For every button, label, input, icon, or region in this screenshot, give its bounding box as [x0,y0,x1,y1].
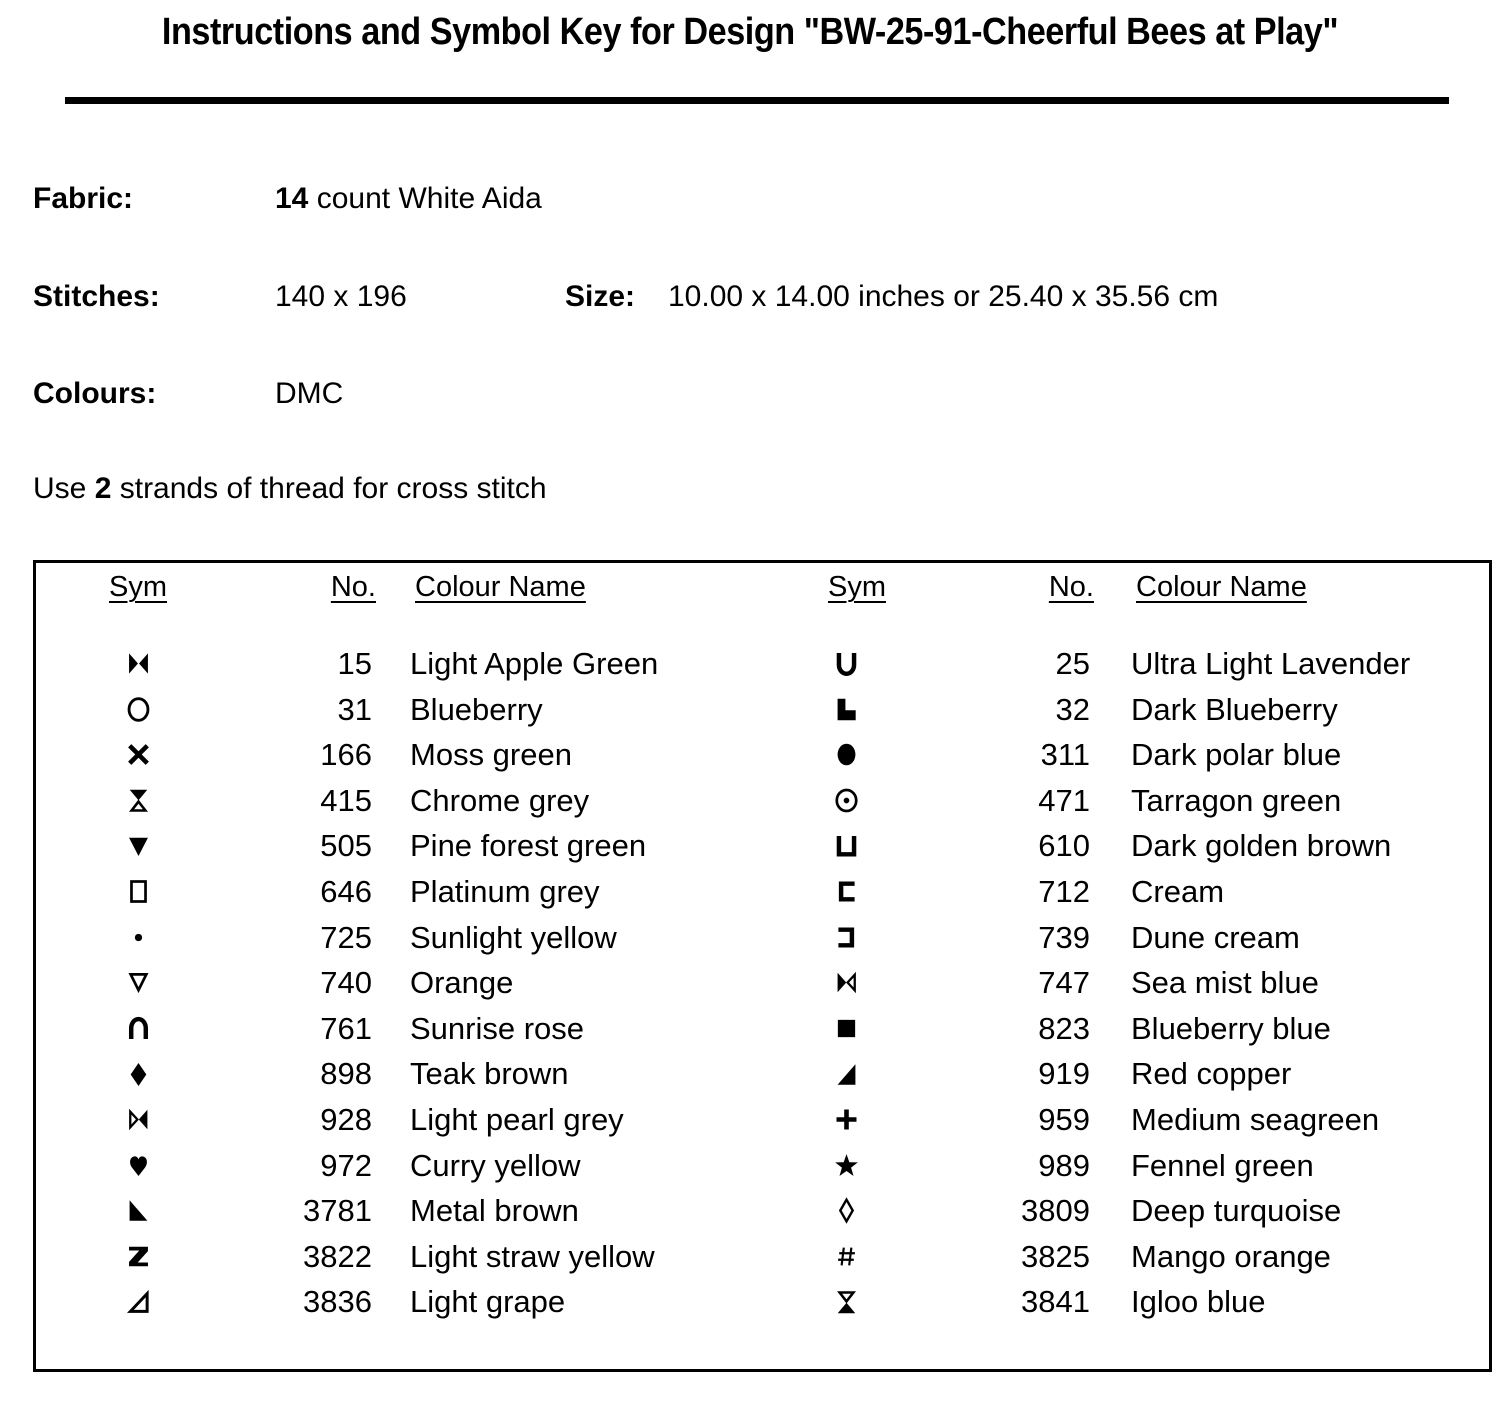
key-table-row [36,869,1489,915]
hourglass-bottom-black-symbol-icon [805,1279,887,1325]
thread-number: 3822 [303,1238,372,1274]
colour-name: Light Apple Green [410,646,659,681]
key-table-row [36,641,1489,687]
key-table-row [36,1279,1489,1325]
colour-name: Medium seagreen [1131,1101,1380,1137]
thread-number: 3825 [1021,1238,1090,1274]
colour-name: Chrome grey [410,782,590,818]
thread-number: 712 [1038,873,1090,909]
thread-number: 166 [320,737,372,773]
header-colour-name-left: Colour Name [415,571,586,603]
header-no-right: No. [1048,571,1094,603]
colour-name: Dark golden brown [1131,828,1392,864]
colour-name: Light grape [410,1284,566,1320]
thread-number: 31 [337,691,372,727]
u-bold-symbol-icon [805,641,887,687]
colour-name: Platinum grey [410,873,600,909]
thread-number: 898 [320,1056,372,1092]
key-table-row [36,1051,1489,1097]
thread-number: 740 [320,965,372,1001]
page-title: Instructions and Symbol Key for Design "BW-25-91-Cheerful Bees at Play" [161,11,1339,53]
colour-name: Teak brown [410,1056,569,1092]
colour-name: Mango orange [1131,1238,1331,1274]
key-table-row [36,1097,1489,1143]
colour-name: Sunlight yellow [410,919,617,955]
colour-name: Igloo blue [1131,1284,1266,1320]
key-table-row [36,687,1489,733]
stitches-label: Stitches: [33,280,160,313]
colour-name: Sea mist blue [1131,965,1319,1001]
colour-name: Dune cream [1131,919,1300,955]
size-label: Size: [565,280,636,313]
thread-number: 989 [1038,1147,1090,1183]
title-divider [65,97,1449,104]
colour-name: Sunrise rose [410,1010,585,1046]
thread-number: 415 [320,782,372,818]
thread-number: 928 [320,1101,372,1137]
colour-name: Pine forest green [410,828,647,864]
thread-number: 919 [1038,1056,1090,1092]
ellipse-black-symbol-icon [805,732,887,778]
fabric-label: Fabric: [33,182,134,215]
colours-line [0,376,1500,412]
key-table-row [36,778,1489,824]
thread-number: 747 [1038,965,1090,1001]
stitches-value: 140 x 196 [275,280,407,313]
thread-number: 15 [337,646,372,681]
colour-name: Metal brown [410,1193,579,1229]
header-no-left: No. [330,571,376,603]
square-c-bold-symbol-icon [805,869,887,915]
colour-name: Dark Blueberry [1131,691,1338,727]
heavy-l-black-symbol-icon [805,687,887,733]
header-colour-name-right: Colour Name [1136,571,1307,603]
hash-symbol-icon [805,1234,887,1280]
thread-number: 823 [1038,1010,1090,1046]
thread-number: 471 [1038,782,1090,818]
thread-number: 3841 [1021,1284,1090,1320]
thread-number: 311 [1040,737,1090,773]
colour-name: Fennel green [1131,1147,1314,1183]
circled-dot-symbol-icon [805,778,887,824]
thread-number: 610 [1038,828,1090,864]
colour-name: Light pearl grey [410,1101,624,1137]
colour-name: Blueberry [410,691,543,727]
fabric-value [275,181,542,217]
size-value: 10.00 x 14.00 inches or 25.40 x 35.56 cm [668,280,1219,313]
key-table-row [36,1143,1489,1189]
colour-name: Dark polar blue [1131,737,1342,773]
colour-name: Orange [410,965,514,1001]
thread-number: 505 [320,828,372,864]
square-black-symbol-icon [805,1006,887,1052]
strands-prefix: Use [33,472,87,505]
colours-label: Colours: [33,377,157,410]
colour-name: Cream [1131,873,1225,909]
thread-number: 3781 [303,1193,372,1229]
strands-note [33,471,547,507]
thread-number: 25 [1055,646,1090,681]
key-table-header [36,571,1489,611]
thread-number: 972 [320,1147,372,1183]
star-black-symbol-icon [805,1143,887,1189]
key-table-row [36,1188,1489,1234]
colour-name: Moss green [410,737,572,773]
plus-bold-symbol-icon [805,1097,887,1143]
fabric-count: 14 [275,182,309,215]
diamond-outline-symbol-icon [805,1188,887,1234]
colour-name: Tarragon green [1131,782,1342,818]
header-sym-left: Sym [109,571,167,603]
key-table-row [36,823,1489,869]
key-table-row [36,915,1489,961]
key-table-row [36,1006,1489,1052]
thread-number: 3809 [1021,1193,1090,1229]
colour-name: Curry yellow [410,1147,581,1183]
colours-value: DMC [275,377,344,410]
thread-number: 646 [320,873,372,909]
key-table-row [36,1234,1489,1280]
bowtie-left-black-symbol-icon [805,960,887,1006]
thread-number: 3836 [303,1284,372,1320]
thread-number: 959 [1038,1101,1090,1137]
square-cup-bold-symbol-icon [805,823,887,869]
square-d-bold-symbol-icon [805,915,887,961]
fabric-type: count White Aida [316,182,542,215]
key-table-row [36,960,1489,1006]
triangle-lower-right-black-symbol-icon [805,1051,887,1097]
colour-name: Red copper [1131,1056,1292,1092]
key-table-right-rows [36,641,1489,1325]
symbol-key-table [33,560,1492,1372]
colour-name: Blueberry blue [1131,1010,1331,1046]
strands-count: 2 [94,472,112,505]
fabric-line [0,181,1500,217]
header-sym-right: Sym [828,571,886,603]
colour-name: Light straw yellow [410,1238,655,1274]
colour-name: Ultra Light Lavender [1131,646,1411,681]
thread-number: 739 [1038,919,1090,955]
colour-name: Deep turquoise [1131,1193,1342,1229]
strands-suffix: strands of thread for cross stitch [119,472,547,505]
stitches-line [0,279,1500,315]
thread-number: 761 [320,1010,372,1046]
key-table-row [36,732,1489,778]
thread-number: 32 [1055,691,1090,727]
thread-number: 725 [320,919,372,955]
